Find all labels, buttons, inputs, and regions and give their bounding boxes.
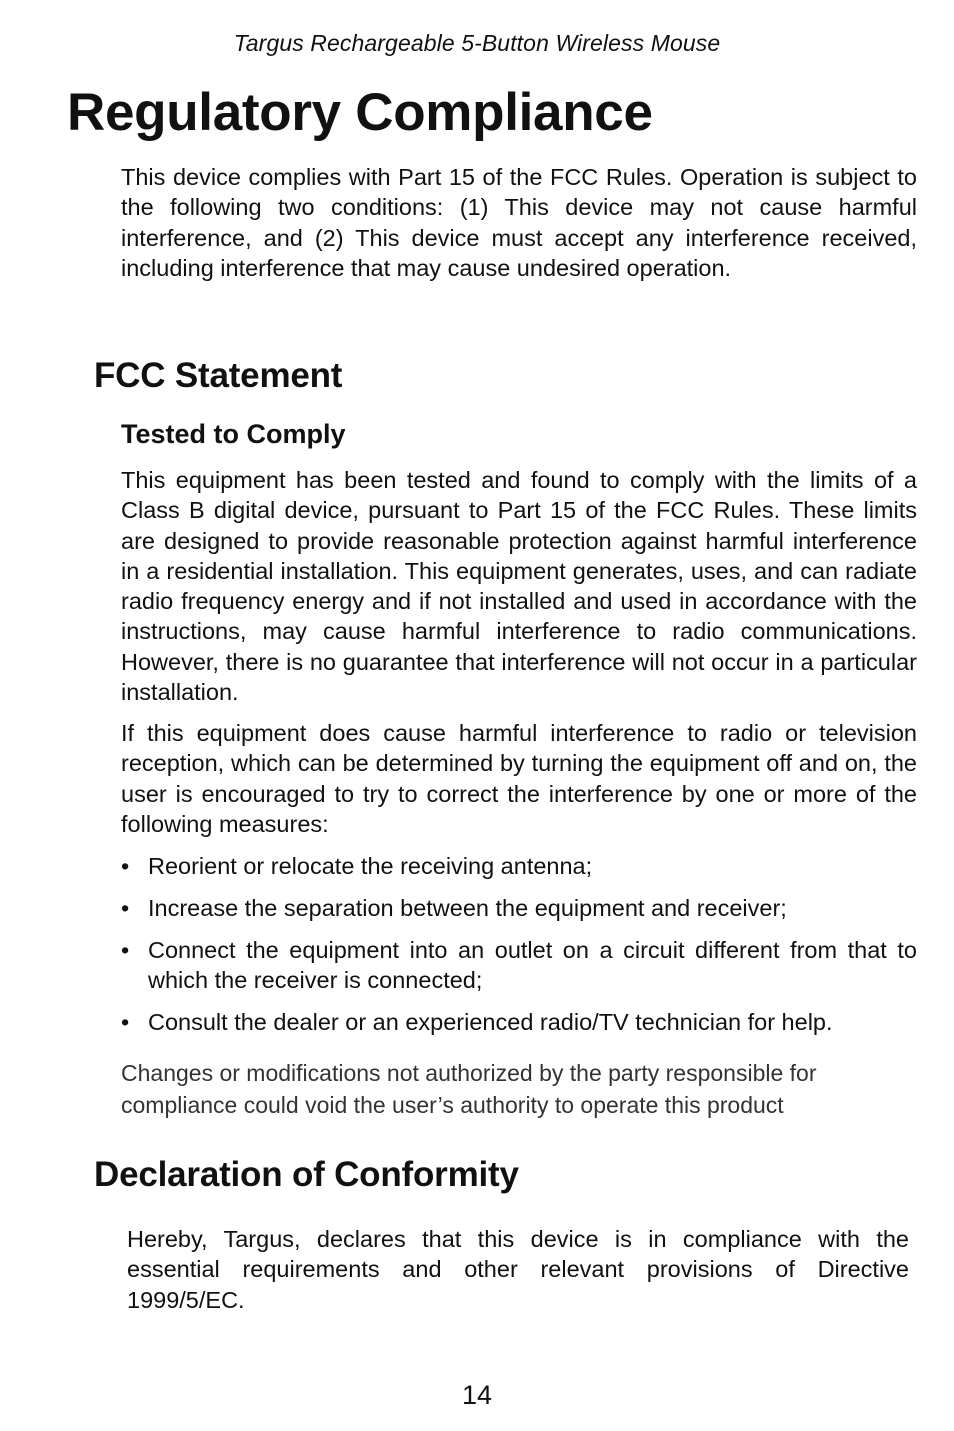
fcc-compliance-paragraph: This equipment has been tested and found to comply with the limits of a Class B digital device, pursuant to Part 15 of the FCC Rules. These limits are designed to provide reasonable protection against harmful interference in a residential installation. This equipment generates, uses, and can radiate radio frequency energy and if not installed and used in accordance with the instructions, may cause harmful interference to radio communications. However, there is no guarantee that interference will not occur in a particular installation.	[121, 467, 917, 706]
measure-text: Connect the equipment into an outlet on a circuit different from that to which the receiver is connected;	[148, 936, 917, 993]
intro-paragraph: This device complies with Part 15 of the FCC Rules. Operation is subject to the following two conditions: (1) This device may not cause harmful interference, and (2) This device must accept any interference received, including interference that may cause undesired operation.	[121, 164, 917, 281]
page-number: 14	[461, 1380, 493, 1410]
measure-text: Reorient or relocate the receiving antenna;	[148, 853, 593, 879]
running-header: Targus Rechargeable 5-Button Wireless Mouse	[233, 30, 721, 56]
fcc-statement-heading: FCC Statement	[94, 356, 343, 395]
list-item	[121, 1007, 917, 1037]
tested-to-comply-subheading: Tested to Comply	[121, 419, 346, 449]
measure-text: Consult the dealer or an experienced radio/TV technician for help.	[148, 1008, 833, 1035]
interference-paragraph: If this equipment does cause harmful interference to radio or television reception, which can be determined by turning the equipment off and on, the user is encouraged to try to correct the interference by one or more of the following measures:	[121, 720, 917, 837]
bullet-icon: •	[121, 894, 130, 921]
list-item	[121, 935, 917, 996]
list-item	[121, 893, 917, 923]
measures-list	[121, 851, 917, 1048]
modifications-note: Changes or modifications not authorized by the party responsible for compliance could void the user’s authority to operate this product	[121, 1060, 817, 1118]
bullet-icon: •	[121, 853, 130, 879]
bullet-icon: •	[121, 1008, 130, 1035]
bullet-icon: •	[121, 936, 130, 963]
measure-text: Increase the separation between the equipment and receiver;	[148, 894, 787, 921]
declaration-paragraph: Hereby, Targus, declares that this device is in compliance with the essential requirements and other relevant provisions of Directive 1999/5/EC.	[127, 1226, 909, 1313]
list-item	[121, 851, 917, 881]
declaration-heading: Declaration of Conformity	[94, 1155, 519, 1194]
page-title: Regulatory Compliance	[67, 83, 653, 142]
